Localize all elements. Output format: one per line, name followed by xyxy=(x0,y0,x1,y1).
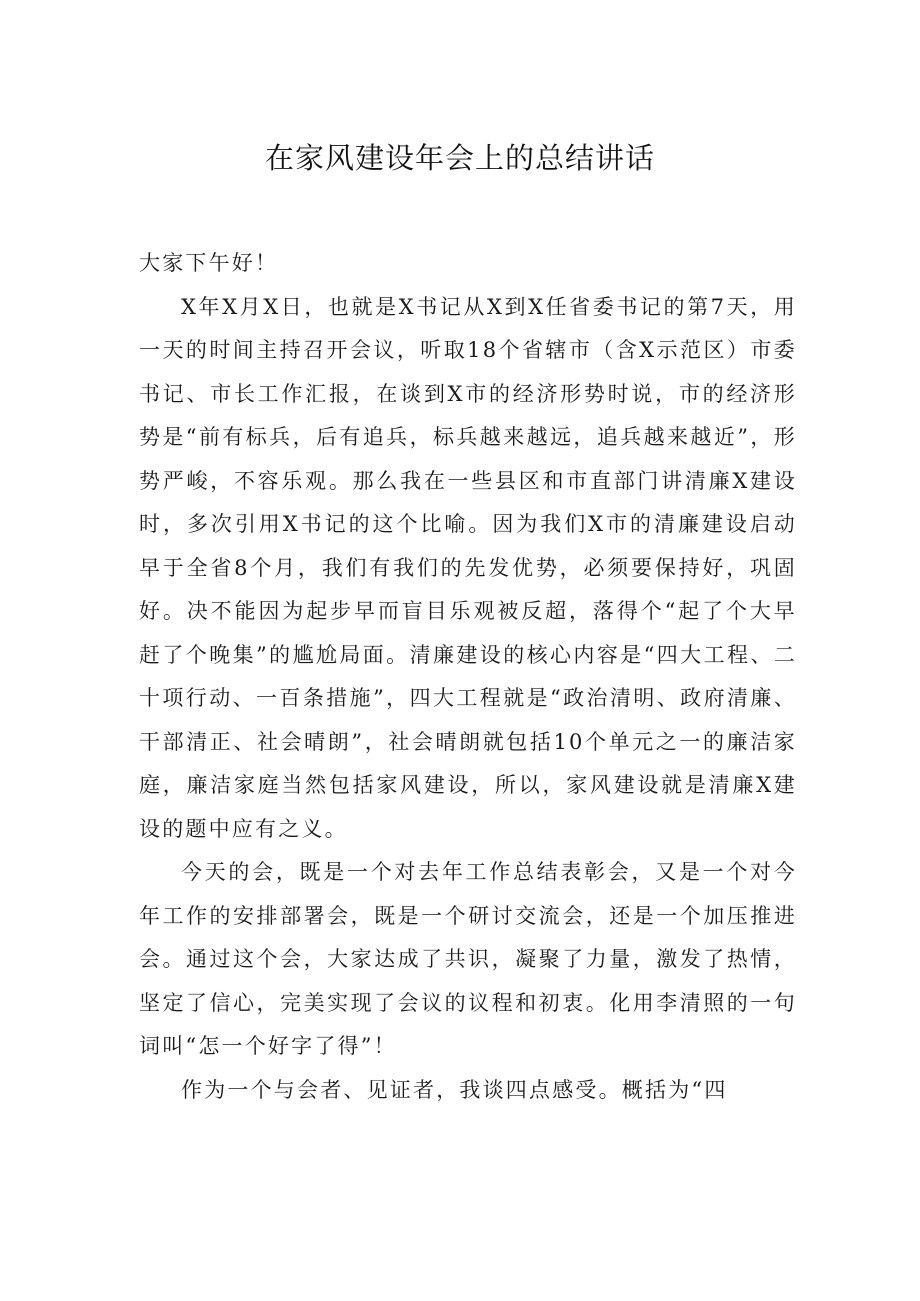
document-body xyxy=(139,242,797,1112)
paragraph-2: 今天的会，既是一个对去年工作总结表彰会，又是一个对今年工作的安排部署会，既是一个研讨交流会，还是一个加压推进会。通过这个会，大家达成了共识，凝聚了力量，激发了热情，坚定了信心，完美实现了会议的议程和初衷。化用李清照的一句词叫“怎一个好字了得”！ xyxy=(139,860,797,1058)
paragraph-1: X年X月X日，也就是X书记从X到X任省委书记的第7天，用一天的时间主持召开会议，听取18个省辖市（含X示范区）市委书记、市长工作汇报，在谈到X市的经济形势时说，市的经济形势是“前有标兵，后有追兵，标兵越来越远，追兵越来越近”，形势严峻，不容乐观。那么我在一些县区和市直部门讲清廉X建设时，多次引用X书记的这个比喻。因为我们X市的清廉建设启动早于全省8个月，我们有我们的先发优势，必须要保持好，巩固好。决不能因为起步早而盲目乐观被反超，落得个“起了个大早赶了个晚集”的尴尬局面。清廉建设的核心内容是“四大工程、二十项行动、一百条措施”，四大工程就是“政治清明、政府清廉、干部清正、社会晴朗”，社会晴朗就包括10个单元之一的廉洁家庭，廉洁家庭当然包括家风建设，所以，家风建设就是清廉X建设的题中应有之义。 xyxy=(139,294,797,841)
paragraph-3: 作为一个与会者、见证者，我谈四点感受。概括为“四 xyxy=(181,1077,728,1102)
greeting-paragraph: 大家下午好！ xyxy=(139,251,279,275)
document-title: 在家风建设年会上的总结讲话 xyxy=(264,141,655,175)
